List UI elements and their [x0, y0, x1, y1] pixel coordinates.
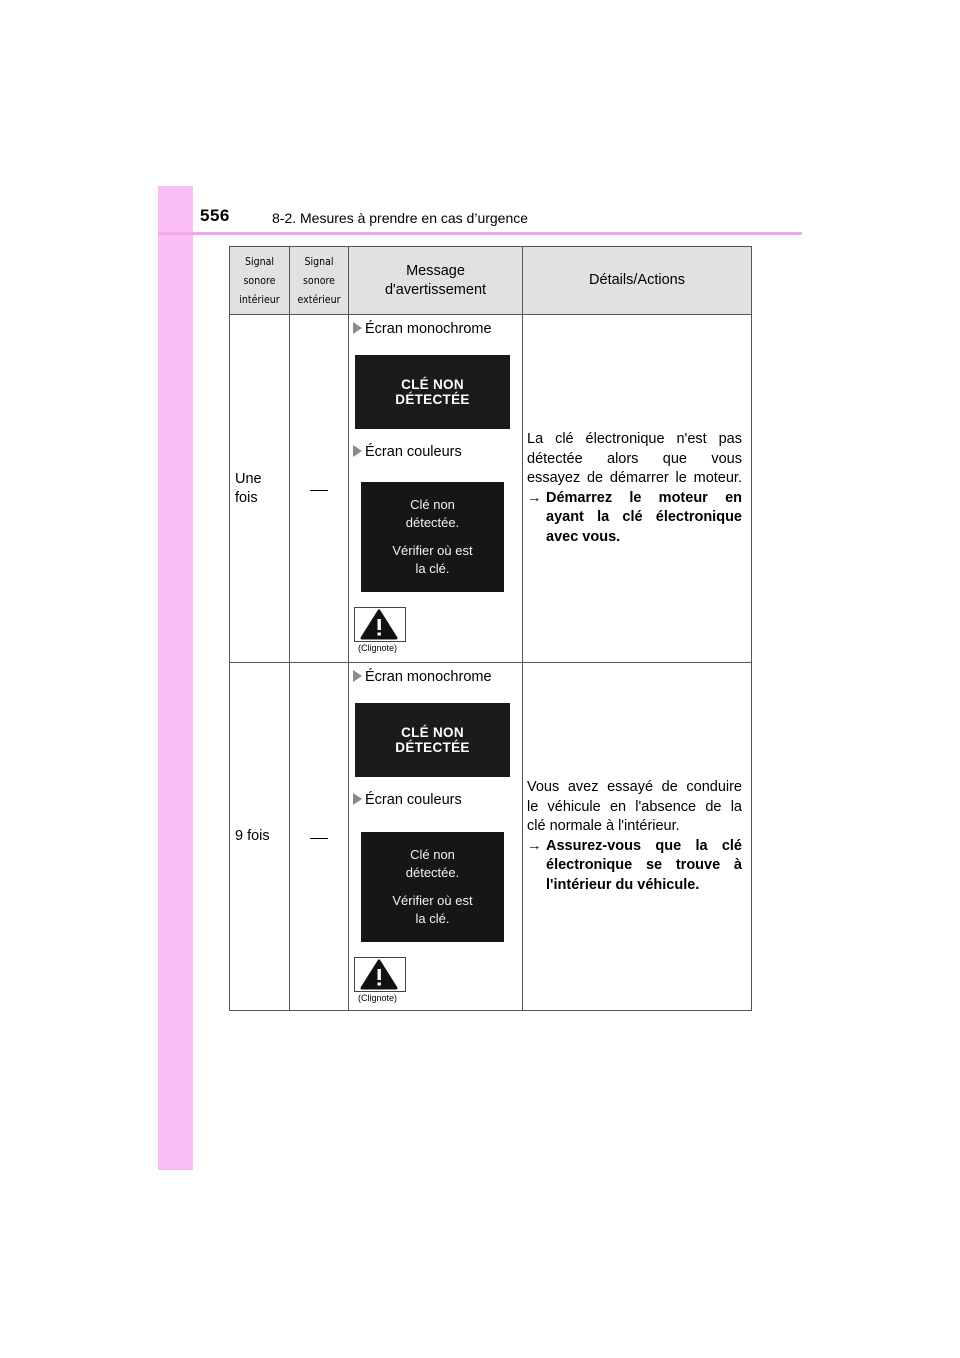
color-screen-line: détectée.: [405, 515, 460, 530]
color-label: [353, 444, 462, 460]
header-details: [523, 247, 752, 315]
interior-signal-cell: [230, 315, 290, 663]
table-row: [230, 315, 752, 663]
color-screen: [361, 832, 504, 942]
warning-light: [354, 607, 406, 642]
color-label: [353, 792, 462, 808]
detail-line: le véhicule en l'absence de la: [527, 798, 742, 815]
triangle-right-icon: [353, 322, 362, 334]
details-cell: [523, 663, 752, 1011]
interior-signal-text: fois: [235, 489, 258, 506]
action-line: électronique se trouve à: [546, 857, 742, 873]
mono-label: [353, 321, 492, 337]
blink-note: (Clignote): [358, 993, 398, 1003]
triangle-right-icon: [353, 445, 362, 457]
header-interior-line: Signal: [244, 255, 275, 268]
color-screen-line: la clé.: [415, 561, 450, 576]
triangle-right-icon: [353, 793, 362, 805]
action-line: Démarrez le moteur en: [546, 489, 742, 506]
detail-line: essayez de démarrer le moteur.: [527, 470, 742, 486]
detail-line: Vous avez essayé de conduire: [527, 779, 742, 795]
exterior-signal-cell: [290, 663, 349, 1011]
action-line: l'intérieur du véhicule.: [546, 876, 700, 893]
mono-label-text: Écran monochrome: [365, 321, 492, 337]
interior-signal-cell: [230, 663, 290, 1011]
color-screen-line: Clé non: [410, 847, 455, 862]
color-screen: [361, 482, 504, 592]
interior-signal-text: 9 fois: [235, 828, 270, 844]
color-screen-line: détectée.: [405, 865, 460, 880]
page-number: 556: [200, 206, 230, 225]
interior-signal-text: Une: [235, 470, 262, 487]
mono-screen-line: CLÉ NON: [401, 377, 464, 392]
table-header-row: [230, 247, 752, 315]
header-details-label: Détails/Actions: [589, 272, 685, 288]
mono-label-text: Écran monochrome: [365, 669, 492, 685]
dash-mark: [310, 838, 328, 839]
header-exterior: [290, 247, 349, 315]
triangle-right-icon: [353, 670, 362, 682]
detail-line: La clé électronique n'est pas: [527, 431, 742, 447]
mono-screen-line: DÉTECTÉE: [395, 392, 470, 407]
header-rule: [158, 232, 802, 235]
exterior-signal-cell: [290, 315, 349, 663]
section-title: 8-2. Mesures à prendre en cas d’urgence: [272, 210, 529, 226]
chapter-side-band: [158, 186, 193, 1170]
header-message-line: d'avertissement: [384, 281, 487, 298]
warning-table: [229, 246, 752, 1011]
header-message: [349, 247, 523, 315]
header-message-line: Message: [406, 262, 465, 279]
mono-screen: [355, 355, 510, 429]
header-exterior-line: sonore: [302, 274, 336, 287]
warning-triangle-icon: [355, 958, 405, 991]
message-cell: [349, 315, 523, 663]
mono-screen-line: DÉTECTÉE: [395, 740, 470, 755]
details-cell: [523, 315, 752, 663]
action-block: [527, 837, 742, 896]
table-row: [230, 663, 752, 1011]
color-screen-line: Vérifier où est: [392, 893, 473, 908]
mono-screen: [355, 703, 510, 777]
header-interior-line: sonore: [243, 274, 276, 287]
mono-label: [353, 669, 492, 685]
header-exterior-line: Signal: [304, 255, 334, 268]
message-cell: [349, 663, 523, 1011]
color-label-text: Écran couleurs: [365, 444, 462, 460]
dash-mark: [310, 490, 328, 491]
blink-note: (Clignote): [358, 643, 398, 653]
arrow-right-icon: →: [527, 489, 542, 506]
header-interior-line: intérieur: [239, 293, 280, 306]
action-block: [527, 489, 742, 548]
header-exterior-line: extérieur: [297, 293, 341, 306]
action-line: avec vous.: [546, 528, 621, 545]
color-screen-line: Vérifier où est: [392, 543, 473, 558]
color-label-text: Écran couleurs: [365, 792, 462, 808]
arrow-right-icon: →: [527, 837, 542, 854]
color-screen-line: la clé.: [415, 911, 450, 926]
warning-triangle-icon: [355, 608, 405, 641]
warning-light: [354, 957, 406, 992]
header-interior: [230, 247, 290, 315]
action-line: Assurez-vous que la clé: [546, 837, 742, 854]
mono-screen-line: CLÉ NON: [401, 725, 464, 740]
detail-line: détectée alors que vous: [527, 450, 742, 467]
color-screen-line: Clé non: [410, 497, 455, 512]
detail-line: clé normale à l'intérieur.: [527, 818, 680, 834]
action-line: ayant la clé électronique: [546, 509, 742, 525]
